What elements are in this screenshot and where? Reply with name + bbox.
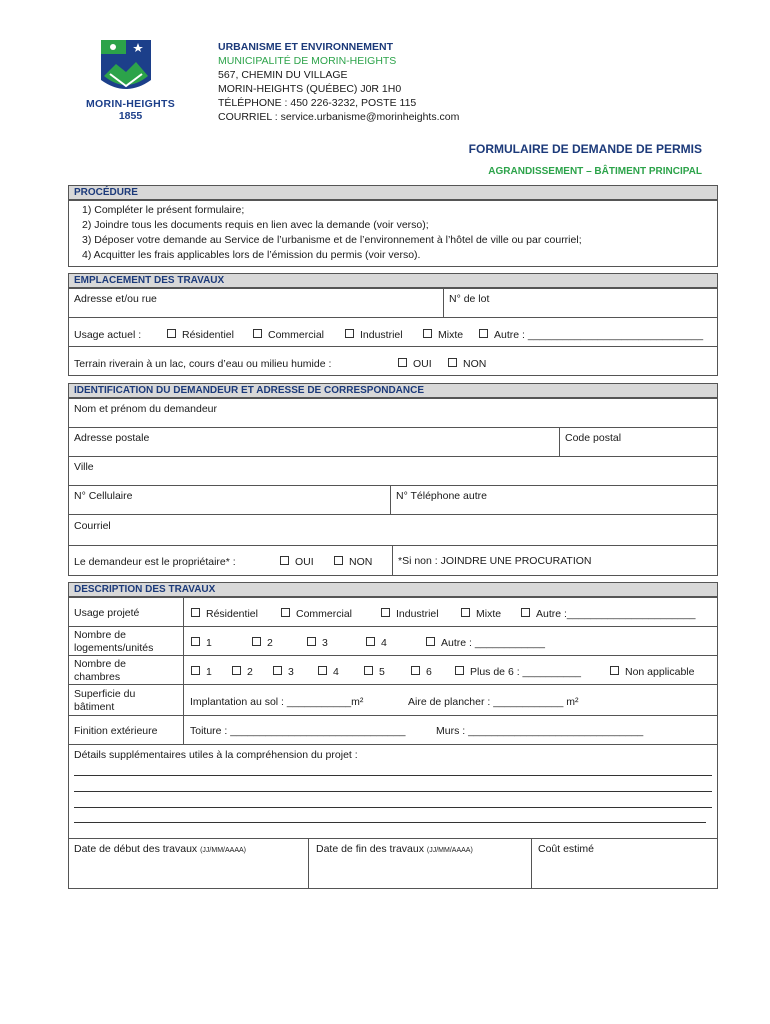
procedure-step: 4) Acquitter les frais applicables lors de l’émission du permis (voir verso). xyxy=(82,249,421,261)
debut-label: Date de début des travaux (JJ/MM/AAAA) xyxy=(74,843,246,855)
checkbox[interactable] xyxy=(366,637,375,646)
procedure-step: 3) Déposer votre demande au Service de l’urbanisme et de l’environnement à l’hôtel de ville ou par courriel; xyxy=(82,234,582,246)
chambres-6[interactable]: 6 xyxy=(411,666,432,678)
logements-3[interactable]: 3 xyxy=(307,637,328,649)
description-heading: DESCRIPTION DES TRAVAUX xyxy=(68,582,718,597)
procedure-heading: PROCÉDURE xyxy=(68,185,718,200)
details-line xyxy=(74,791,712,792)
checkbox[interactable] xyxy=(345,329,354,338)
details-label: Détails supplémentaires utiles à la compréhension du projet : xyxy=(74,749,358,761)
municipality: MUNICIPALITÉ DE MORIN-HEIGHTS xyxy=(218,55,397,67)
chambres-label: Nombre de chambres xyxy=(74,658,126,683)
procedure-step: 1) Compléter le présent formulaire; xyxy=(82,204,245,216)
usage-projete-mixte[interactable]: Mixte xyxy=(461,608,501,620)
usage-option-industriel[interactable]: Industriel xyxy=(345,329,403,341)
plancher-field[interactable]: Aire de plancher : ____________ m² xyxy=(408,696,579,708)
phone: TÉLÉPHONE : 450 226-3232, POSTE 115 xyxy=(218,97,417,109)
usage-projete-label: Usage projeté xyxy=(74,607,140,619)
riverain-non[interactable]: NON xyxy=(448,358,486,370)
lot-label: N° de lot xyxy=(449,293,490,305)
logements-4[interactable]: 4 xyxy=(366,637,387,649)
address-label: Adresse et/ou rue xyxy=(74,293,157,305)
owner-note: *Si non : JOINDRE UNE PROCURATION xyxy=(398,555,592,567)
checkbox[interactable] xyxy=(334,556,343,565)
checkbox[interactable] xyxy=(281,608,290,617)
owner-oui[interactable]: OUI xyxy=(280,556,314,568)
chambres-non-applicable[interactable]: Non applicable xyxy=(610,666,694,678)
checkbox[interactable] xyxy=(191,637,200,646)
checkbox[interactable] xyxy=(411,666,420,675)
logements-1[interactable]: 1 xyxy=(191,637,212,649)
checkbox[interactable] xyxy=(191,608,200,617)
checkbox[interactable] xyxy=(479,329,488,338)
emplacement-heading: EMPLACEMENT DES TRAVAUX xyxy=(68,273,718,288)
chambres-2[interactable]: 2 xyxy=(232,666,253,678)
chambres-plus[interactable]: Plus de 6 : __________ xyxy=(455,666,581,678)
checkbox[interactable] xyxy=(381,608,390,617)
checkbox[interactable] xyxy=(232,666,241,675)
checkbox[interactable] xyxy=(364,666,373,675)
usage-projete-industriel[interactable]: Industriel xyxy=(381,608,439,620)
riverain-label: Terrain riverain à un lac, cours d’eau ou milieu humide : xyxy=(74,358,332,370)
city-label: Ville xyxy=(74,461,94,473)
chambres-3[interactable]: 3 xyxy=(273,666,294,678)
usage-option-autre[interactable]: Autre : ______________________________ xyxy=(479,329,703,341)
chambres-1[interactable]: 1 xyxy=(191,666,212,678)
riverain-oui[interactable]: OUI xyxy=(398,358,432,370)
logements-2[interactable]: 2 xyxy=(252,637,273,649)
murs-field[interactable]: Murs : ______________________________ xyxy=(436,725,644,737)
usage-label: Usage actuel : xyxy=(74,329,142,341)
checkbox[interactable] xyxy=(252,637,261,646)
checkbox[interactable] xyxy=(318,666,327,675)
checkbox[interactable] xyxy=(610,666,619,675)
toiture-field[interactable]: Toiture : ______________________________ xyxy=(190,725,406,737)
checkbox[interactable] xyxy=(423,329,432,338)
phone-label: N° Téléphone autre xyxy=(396,490,487,502)
email-field[interactable] xyxy=(68,514,718,546)
details-line xyxy=(74,807,712,808)
checkbox[interactable] xyxy=(167,329,176,338)
owner-label: Le demandeur est le propriétaire* : xyxy=(74,556,236,568)
checkbox[interactable] xyxy=(307,637,316,646)
form-title: FORMULAIRE DE DEMANDE DE PERMIS xyxy=(468,142,702,156)
chambres-4[interactable]: 4 xyxy=(318,666,339,678)
checkbox[interactable] xyxy=(461,608,470,617)
logements-autre[interactable]: Autre : ____________ xyxy=(426,637,545,649)
usage-projete-autre[interactable]: Autre :______________________ xyxy=(521,608,695,620)
code-label: Code postal xyxy=(565,432,622,444)
cout-label: Coût estimé xyxy=(538,843,595,855)
postal-label: Adresse postale xyxy=(74,432,150,444)
usage-option-commercial[interactable]: Commercial xyxy=(253,329,324,341)
details-line xyxy=(74,775,712,776)
superficie-label: Superficie du bâtiment xyxy=(74,688,136,713)
department: URBANISME ET ENVIRONNEMENT xyxy=(218,41,394,53)
email: COURRIEL : service.urbanisme@morinheights.com xyxy=(218,111,460,123)
city: MORIN-HEIGHTS (QUÉBEC) J0R 1H0 xyxy=(218,83,402,95)
name-label: Nom et prénom du demandeur xyxy=(74,403,217,415)
implantation-field[interactable]: Implantation au sol : ___________m² xyxy=(190,696,364,708)
owner-non[interactable]: NON xyxy=(334,556,372,568)
fin-label: Date de fin des travaux (JJ/MM/AAAA) xyxy=(316,843,473,855)
checkbox[interactable] xyxy=(455,666,464,675)
checkbox[interactable] xyxy=(398,358,407,367)
checkbox[interactable] xyxy=(191,666,200,675)
chambres-5[interactable]: 5 xyxy=(364,666,385,678)
checkbox[interactable] xyxy=(426,637,435,646)
city-field[interactable] xyxy=(68,456,718,486)
form-subtitle: AGRANDISSEMENT – BÂTIMENT PRINCIPAL xyxy=(488,166,702,177)
details-line xyxy=(74,822,706,823)
identification-heading: IDENTIFICATION DU DEMANDEUR ET ADRESSE DE CORRESPONDANCE xyxy=(68,383,718,398)
checkbox[interactable] xyxy=(521,608,530,617)
address: 567, CHEMIN DU VILLAGE xyxy=(218,69,348,81)
usage-projete-commercial[interactable]: Commercial xyxy=(281,608,352,620)
checkbox[interactable] xyxy=(448,358,457,367)
usage-option-residentiel[interactable]: Résidentiel xyxy=(167,329,234,341)
cell-label: N° Cellulaire xyxy=(74,490,133,502)
logo-year: 1855 xyxy=(118,110,143,122)
email-label: Courriel xyxy=(74,520,111,532)
checkbox[interactable] xyxy=(273,666,282,675)
logo-name: MORIN-HEIGHTS xyxy=(85,98,176,110)
finition-label: Finition extérieure xyxy=(74,725,158,737)
checkbox[interactable] xyxy=(280,556,289,565)
usage-projete-residentiel[interactable]: Résidentiel xyxy=(191,608,258,620)
procedure-step: 2) Joindre tous les documents requis en lien avec la demande (voir verso); xyxy=(82,219,429,231)
usage-option-mixte[interactable]: Mixte xyxy=(423,329,463,341)
checkbox[interactable] xyxy=(253,329,262,338)
logements-label: Nombre de logements/unités xyxy=(74,629,154,654)
